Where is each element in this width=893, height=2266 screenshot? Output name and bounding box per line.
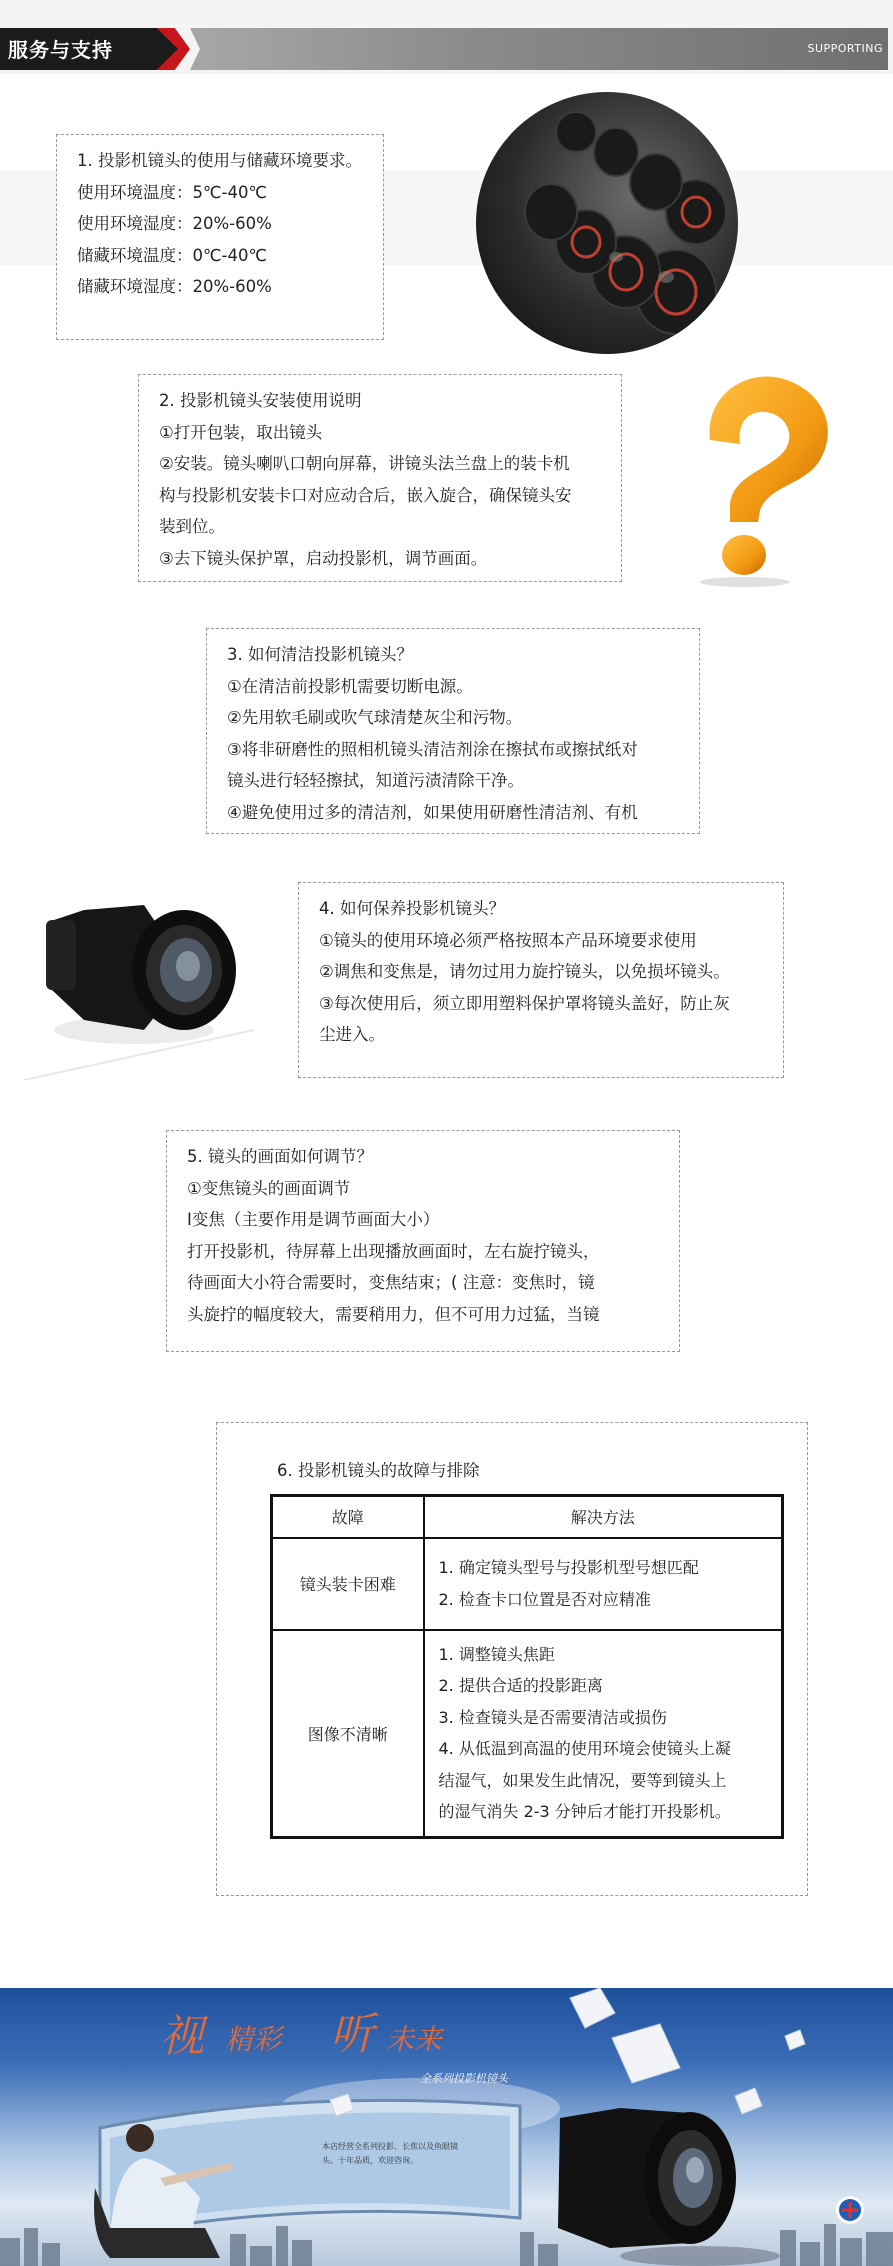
- table-row: [272, 1538, 783, 1630]
- banner-small-text: 本店经营全系列投影、长焦以及鱼眼镜头。十年品质，欢迎咨询。: [322, 2142, 458, 2165]
- solution-line: 4. 从低温到高温的使用环境会使镜头上凝: [438, 1739, 731, 1758]
- table-cell-solution: [424, 1630, 783, 1838]
- section-heading: 5. 镜头的画面如何调节？: [187, 1147, 373, 1166]
- section-line: ②调焦和变焦是，请勿过用力旋拧镜头，以免损坏镜头。: [319, 962, 730, 981]
- section-line: 储藏环境温度：0℃-40℃: [77, 245, 268, 265]
- section-cleaning: [206, 628, 700, 834]
- section-line: ②安装。镜头喇叭口朝向屏幕，讲镜头法兰盘上的装卡机: [159, 454, 570, 473]
- table-header-fault: 故障: [272, 1496, 424, 1538]
- lens-stack-illustration: [476, 92, 738, 354]
- section-line: Ⅰ变焦（主要作用是调节画面大小）: [187, 1210, 440, 1229]
- lens-stack-photo: [476, 92, 738, 354]
- solution-line: 1. 调整镜头焦距: [438, 1644, 555, 1664]
- section-maintenance: [298, 882, 784, 1078]
- page-header: [0, 0, 893, 74]
- section-line: ①镜头的使用环境必须严格按照本产品环境要求使用: [319, 930, 697, 950]
- section-heading: 1. 投影机镜头的使用与储藏环境要求。: [77, 151, 362, 170]
- section-line: 待画面大小符合需要时，变焦结束；( 注意：变焦时，镜: [187, 1273, 595, 1292]
- section-heading: 6. 投影机镜头的故障与排除: [277, 1461, 480, 1480]
- section-line: ①变焦镜头的画面调节: [187, 1178, 351, 1198]
- section-line: ③去下镜头保护罩，启动投影机，调节画面。: [159, 548, 488, 568]
- troubleshooting-table: [270, 1494, 784, 1839]
- table-cell-solution: [424, 1538, 783, 1630]
- banner-illustration: [0, 1988, 893, 2266]
- banner-char-listen: 听: [330, 2009, 374, 2060]
- solution-line: 3. 检查镜头是否需要清洁或损伤: [438, 1707, 667, 1727]
- banner-char-see: 视: [160, 2011, 204, 2062]
- section-line: 镜头进行轻轻擦拭，知道污渍清除干净。: [227, 771, 524, 790]
- section-line: ④避免使用过多的清洁剂，如果使用研磨性清洁剂、有机: [227, 802, 638, 821]
- section-heading: 4. 如何保养投影机镜头？: [319, 899, 505, 918]
- section-installation: [138, 374, 622, 582]
- question-mark-icon: [650, 360, 850, 590]
- section-image-adjustment: [166, 1130, 680, 1352]
- solution-line: 结湿气，如果发生此情况，要等到镜头上: [438, 1770, 727, 1790]
- header-gray-bar: [190, 28, 888, 70]
- promo-banner: [0, 1988, 893, 2266]
- solution-line: 的湿气消失 2-3 分钟后才能打开投影机。: [438, 1802, 731, 1821]
- section-line: 打开投影机，待屏幕上出现播放画面时，左右旋拧镜头，: [187, 1241, 600, 1261]
- solution-line: 2. 检查卡口位置是否对应精准: [438, 1589, 651, 1609]
- table-cell-fault: 镜头装卡困难: [272, 1538, 424, 1630]
- section-line: ①打开包装，取出镜头: [159, 422, 323, 442]
- header-subtitle-en: SUPPORTING: [807, 42, 883, 55]
- section-heading: 3. 如何清洁投影机镜头？: [227, 645, 413, 664]
- section-line: 装到位。: [159, 517, 225, 536]
- section-storage-requirements: [56, 134, 384, 340]
- header-title: 服务与支持: [8, 38, 113, 62]
- section-line: ③将非研磨性的照相机镜头清洁剂涂在擦拭布或擦拭纸对: [227, 739, 638, 759]
- banner-word-wonderful: 精彩: [225, 2023, 282, 2056]
- section-line: ①在清洁前投影机需要切断电源。: [227, 676, 473, 696]
- section-line: 使用环境湿度：20%-60%: [77, 214, 272, 233]
- table-header-row: [272, 1496, 783, 1538]
- lens-product-photo: [24, 880, 254, 1080]
- section-line: 储藏环境湿度：20%-60%: [77, 277, 272, 296]
- section-line: ③每次使用后，须立即用塑料保护罩将镜头盖好，防止灰: [319, 993, 730, 1013]
- section-line: 尘进入。: [319, 1025, 385, 1044]
- banner-word-future: 未来: [386, 2023, 443, 2056]
- solution-line: 1. 确定镜头型号与投影机型号想匹配: [438, 1558, 699, 1577]
- table-header-solution: 解决方法: [424, 1496, 783, 1538]
- section-heading: 2. 投影机镜头安装使用说明: [159, 391, 362, 410]
- section-line: ②先用软毛刷或吹气球清楚灰尘和污物。: [227, 708, 523, 727]
- section-line: 构与投影机安装卡口对应动合后，嵌入旋合，确保镜头安: [159, 485, 572, 505]
- table-row: [272, 1630, 783, 1838]
- section-line: 头旋拧的幅度较大，需要稍用力，但不可用力过猛，当镜: [187, 1304, 600, 1324]
- section-line: 使用环境温度：5℃-40℃: [77, 182, 268, 202]
- table-cell-fault: 图像不清晰: [272, 1630, 424, 1838]
- solution-line: 2. 提供合适的投影距离: [438, 1676, 603, 1695]
- banner-subtitle: 全系列投影机镜头: [420, 2072, 508, 2085]
